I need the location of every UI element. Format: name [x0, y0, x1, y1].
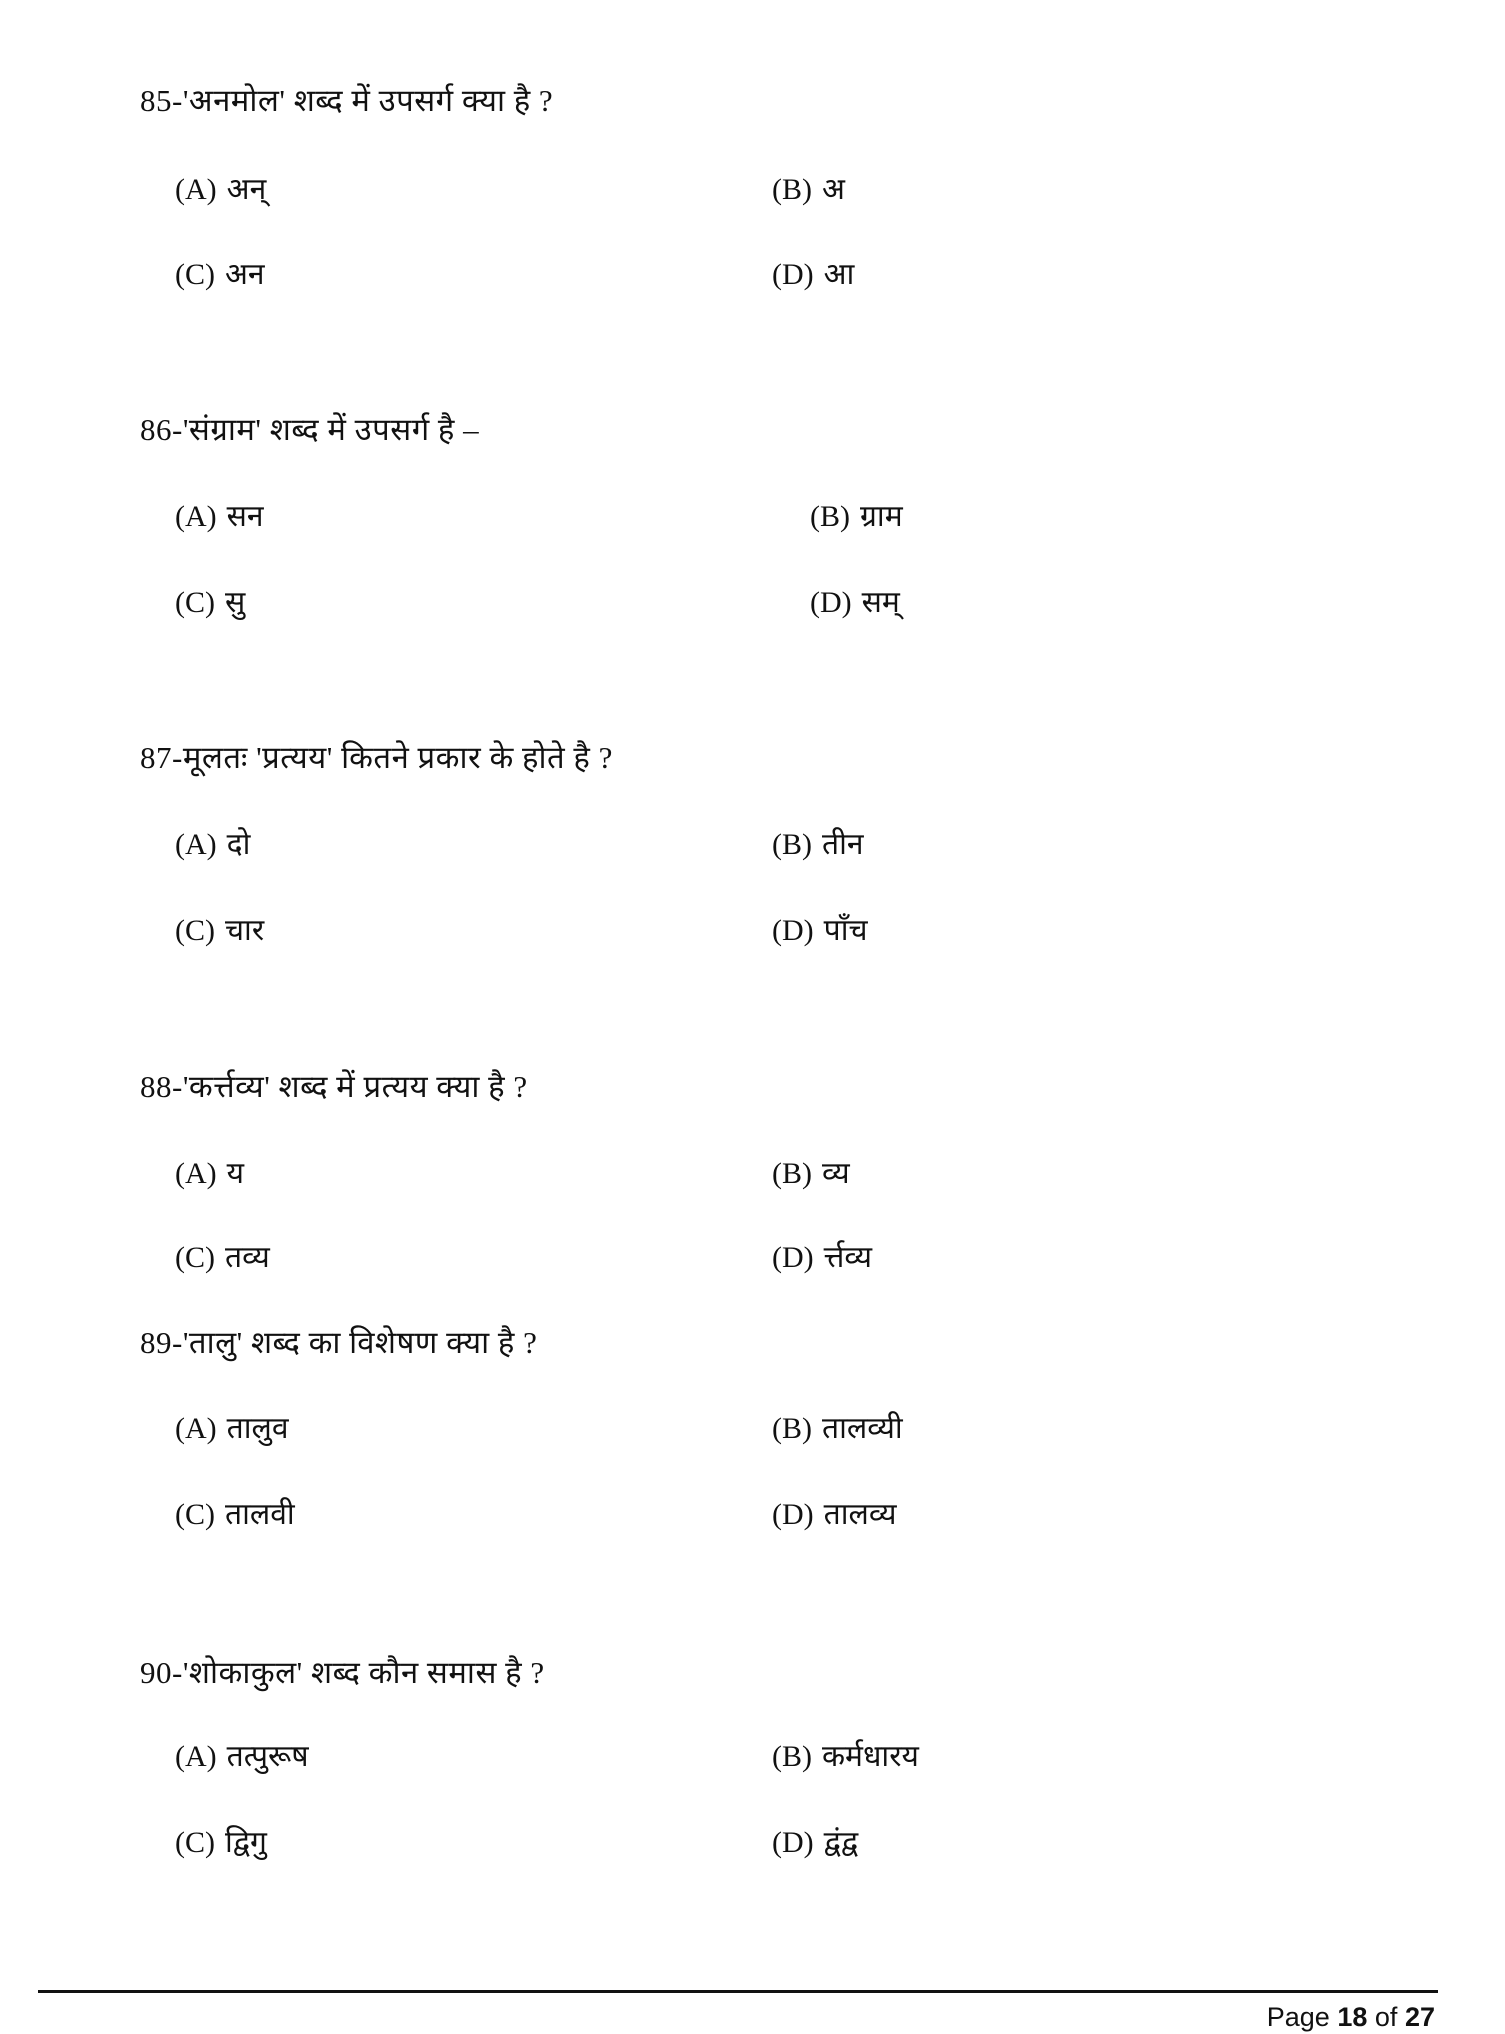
question-90 [140, 1653, 545, 1693]
question-number: 87- [140, 740, 183, 775]
option-a [175, 170, 266, 210]
option-text: तव्य [225, 1241, 270, 1274]
page-word: Page [1266, 2002, 1330, 2032]
option-d [772, 1495, 897, 1535]
option-a [175, 1409, 289, 1449]
option-text: तत्पुरूष [226, 1740, 309, 1773]
option-c [175, 1823, 267, 1863]
option-label: (B) [772, 1412, 812, 1445]
option-a [175, 497, 264, 537]
option-label: (C) [175, 914, 215, 947]
option-c [175, 1495, 295, 1535]
option-label: (B) [772, 1740, 812, 1773]
option-label: (B) [772, 173, 812, 206]
option-text: सन [226, 500, 264, 533]
option-label: (C) [175, 1241, 215, 1274]
option-b [772, 825, 864, 865]
option-label: (D) [772, 1498, 814, 1531]
option-label: (A) [175, 1740, 217, 1773]
option-text: चार [225, 914, 265, 947]
option-text: द्वंद्व [823, 1826, 859, 1859]
option-text: तालुव [226, 1412, 289, 1445]
option-label: (A) [175, 1412, 217, 1445]
option-a [175, 825, 250, 865]
option-text: अन् [226, 173, 267, 206]
option-label: (A) [175, 500, 217, 533]
option-text: य [226, 1157, 245, 1190]
option-label: (C) [175, 1498, 215, 1531]
option-label: (D) [772, 1241, 814, 1274]
question-number: 86- [140, 412, 183, 447]
question-88 [140, 1067, 528, 1107]
question-text: 'तालु' शब्द का विशेषण क्या है ? [182, 1325, 538, 1360]
option-b [810, 497, 903, 537]
option-label: (D) [772, 914, 814, 947]
option-text: पाँच [823, 914, 868, 947]
question-85 [140, 81, 553, 121]
question-89 [140, 1323, 537, 1363]
footer-divider [38, 1990, 1438, 1993]
option-c [175, 911, 264, 951]
page-number [1267, 2002, 1435, 2033]
option-text: आ [823, 258, 855, 291]
question-text: 'शोकाकुल' शब्द कौन समास है ? [182, 1655, 545, 1690]
option-text: तालवी [225, 1498, 295, 1531]
total-pages: 27 [1404, 2002, 1435, 2032]
option-a [175, 1737, 309, 1777]
question-number: 89- [140, 1325, 183, 1360]
option-text: दो [226, 828, 251, 861]
option-text: व्य [822, 1157, 850, 1190]
option-text: अ [822, 173, 845, 206]
option-text: ग्राम [860, 500, 903, 533]
question-text: 'संग्राम' शब्द में उपसर्ग है – [182, 412, 480, 447]
option-d [772, 1823, 858, 1863]
option-b [772, 1154, 850, 1194]
question-number: 88- [140, 1069, 183, 1104]
option-label: (B) [810, 500, 850, 533]
option-a [175, 1154, 244, 1194]
question-text: मूलतः 'प्रत्यय' कितने प्रकार के होते है ? [182, 740, 613, 775]
option-label: (C) [175, 258, 215, 291]
option-label: (D) [772, 1826, 814, 1859]
option-c [175, 583, 245, 623]
option-text: कर्मधारय [822, 1740, 919, 1773]
option-text: द्विगु [225, 1826, 267, 1859]
question-86 [140, 410, 479, 450]
option-text: सम् [861, 586, 900, 619]
option-text: तालव्य [823, 1498, 897, 1531]
option-label: (A) [175, 173, 217, 206]
question-number: 90- [140, 1655, 183, 1690]
question-text: 'अनमोल' शब्द में उपसर्ग क्या है ? [182, 83, 554, 118]
option-label: (C) [175, 586, 215, 619]
question-text: 'कर्त्तव्य' शब्द में प्रत्यय क्या है ? [182, 1069, 528, 1104]
of-word: of [1374, 2002, 1398, 2032]
option-label: (B) [772, 828, 812, 861]
option-d [772, 255, 854, 295]
option-label: (B) [772, 1157, 812, 1190]
question-number: 85- [140, 83, 183, 118]
option-text: तालव्यी [822, 1412, 903, 1445]
option-c [175, 255, 265, 295]
option-b [772, 170, 845, 210]
option-text: अन [225, 258, 265, 291]
option-b [772, 1409, 903, 1449]
option-text: सु [225, 586, 246, 619]
option-b [772, 1737, 919, 1777]
option-label: (C) [175, 1826, 215, 1859]
option-label: (D) [810, 586, 852, 619]
option-d [810, 583, 900, 623]
option-text: र्त्तव्य [823, 1241, 873, 1274]
current-page: 18 [1337, 2002, 1368, 2032]
option-label: (D) [772, 258, 814, 291]
option-label: (A) [175, 828, 217, 861]
question-87 [140, 738, 613, 778]
option-text: तीन [822, 828, 864, 861]
option-label: (A) [175, 1157, 217, 1190]
option-c [175, 1238, 270, 1278]
option-d [772, 911, 868, 951]
option-d [772, 1238, 872, 1278]
